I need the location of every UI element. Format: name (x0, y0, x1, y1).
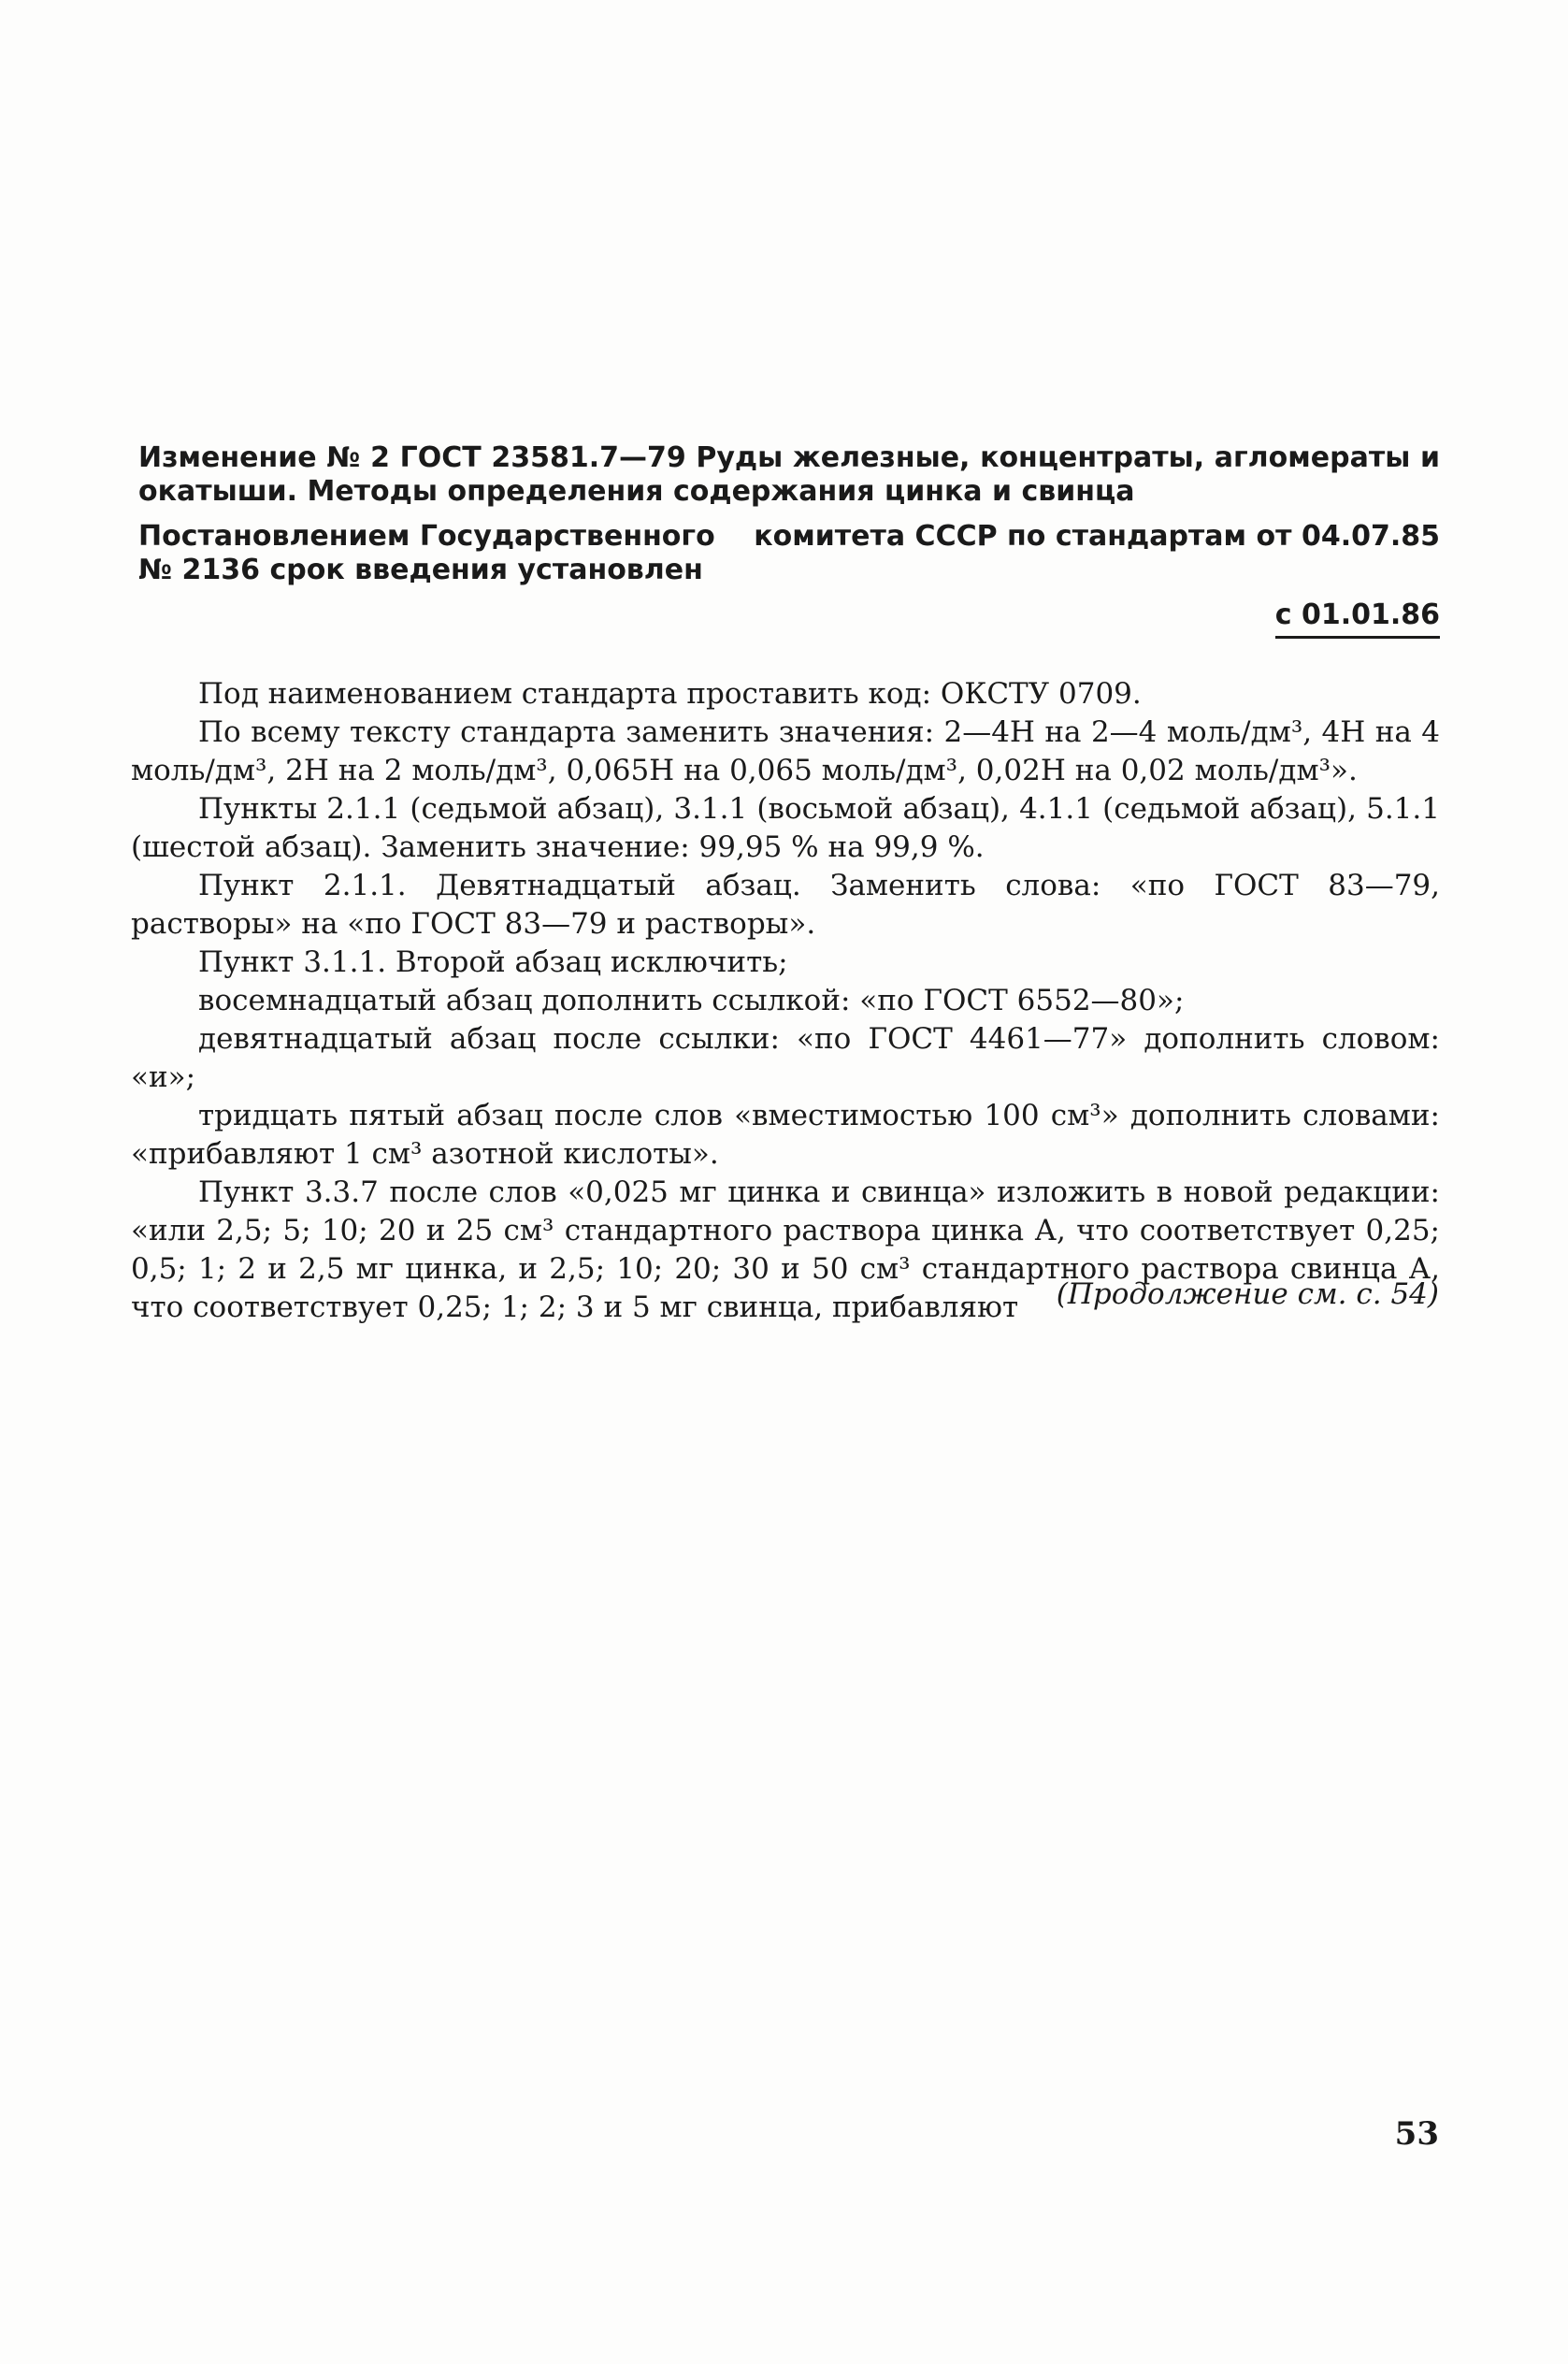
paragraph: Под наименованием стандарта проставить код: ОКСТУ 0709. (198, 677, 1142, 711)
page-number: 53 (1394, 2115, 1439, 2153)
continuation-note: (Продолжение см. с. 54) (1056, 1277, 1439, 1311)
decree-left-text: Постановлением Государственного № 2136 срок введения установлен (138, 520, 715, 586)
paragraph: Пункт 2.1.1. Девятнадцатый абзац. Заменить слова: «по ГОСТ 83—79, растворы» на «по ГОСТ 83—79 и растворы». (131, 869, 1440, 941)
paragraph: Пункт 3.1.1. Второй абзац исключить; (198, 945, 788, 979)
amendment-body (131, 675, 1440, 1327)
paragraph: Пункты 2.1.1 (седьмой абзац), 3.1.1 (восьмой абзац), 4.1.1 (седьмой абзац), 5.1.1 (шестой абзац). Заменить значение: 99,95 % на 99,9 %. (131, 792, 1440, 864)
effective-date (1275, 598, 1440, 639)
amendment-header (138, 441, 1440, 631)
paragraph: восемнадцатый абзац дополнить ссылкой: «по ГОСТ 6552—80»; (198, 984, 1185, 1017)
amendment-title: Изменение № 2 ГОСТ 23581.7—79 Руды железные, концентраты, агломераты и окатыши. Методы определения содержания цинка и свинца (138, 441, 1440, 508)
decree-right-text: комитета СССР по стандартам от 04.07.85 (754, 520, 1440, 553)
paragraph: тридцать пятый абзац после слов «вместимостью 100 см³» дополнить словами: «прибавляют 1 см³ азотной кислоты». (131, 1099, 1440, 1171)
decree-line (138, 520, 1440, 587)
paragraph: По всему тексту стандарта заменить значения: 2—4Н на 2—4 моль/дм³, 4Н на 4 моль/дм³, 2Н на 2 моль/дм³, 0,065Н на 0,065 моль/дм³, 0,02Н на 0,02 моль/дм³». (131, 715, 1440, 787)
paragraph: девятнадцатый абзац после ссылки: «по ГОСТ 4461—77» дополнить словом: «и»; (131, 1022, 1440, 1094)
effective-date-value: с 01.01.86 (1275, 598, 1440, 639)
paragraph: Пункт 3.3.7 после слов «0,025 мг цинка и свинца» изложить в новой редакции: «или 2,5; 5; 10; 20 и 25 см³ стандартного раствора цинка А, что соответствует 0,25; 0,5; 1; 2 и 2,5 мг цинка, и 2,5; 10; 20; 30 и 50 см³ стандартного раствора свинца А, что соответствует 0,25; 1; 2; 3 и 5 мг свинца, прибавляют (131, 1175, 1440, 1324)
